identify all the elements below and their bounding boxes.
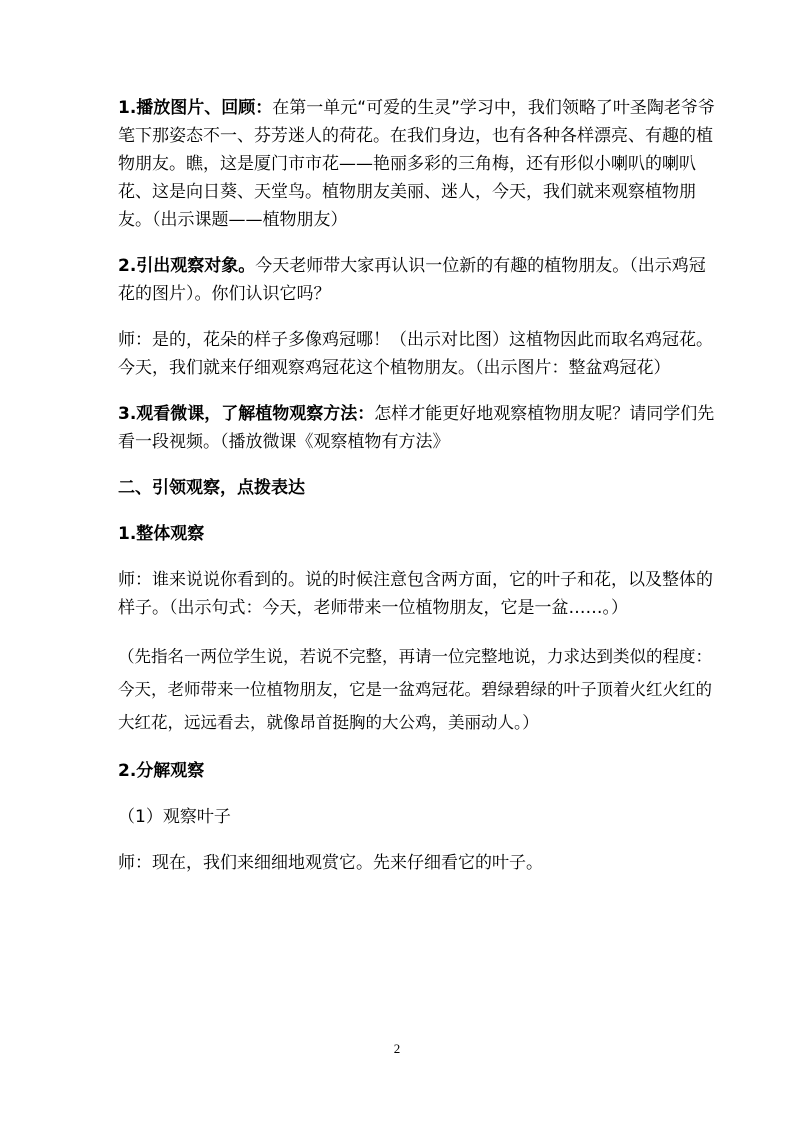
- paragraph-micro-lesson-label: 3.观看微课，了解植物观察方法：: [118, 404, 375, 424]
- paragraph-introduce-object-label: 2.引出观察对象。: [118, 256, 256, 276]
- section-heading-guide-text: 二、引领观察，点拨表达: [118, 478, 305, 498]
- paragraph-review-label: 1.播放图片、回顾：: [118, 98, 273, 118]
- subheading-overall-text: 1.整体观察: [118, 524, 205, 544]
- paragraph-teacher-leaves: 师：现在，我们来细细地观赏它。先来仔细看它的叶子。: [118, 853, 543, 873]
- paragraph-introduce-object: [118, 252, 718, 308]
- paragraph-note: （先指名一两位学生说，若说不完整，再请一位完整地说，力求达到类似的程度：今天，老师带来一位植物朋友，它是一盆鸡冠花。碧绿碧绿的叶子顶着火红火红的大红花，远远看去，就像昂首挺胸的大公鸡，美丽动人。）: [118, 647, 712, 732]
- subheading-decompose: [118, 757, 718, 785]
- paragraph-teacher-cockscomb: 师：是的，花朵的样子多像鸡冠哪！（出示对比图）这植物因此而取名鸡冠花。今天，我们就来仔细观察鸡冠花这个植物朋友。（出示图片：整盆鸡冠花）: [118, 330, 713, 378]
- page-number: 2: [393, 1041, 401, 1056]
- paragraph-introduce-object-text: 今天老师带大家再认识一位新的有趣的植物朋友。（出示鸡冠花的图片）。你们认识它吗？: [118, 256, 706, 304]
- paragraph-micro-lesson-text: 怎样才能更好地观察植物朋友呢？请同学们先看一段视频。（播放微课《观察植物有方法》: [118, 404, 715, 452]
- section-heading-guide: [118, 474, 718, 502]
- paragraph-review: [118, 94, 718, 234]
- subheading-leaves: （1）观察叶子: [118, 807, 231, 827]
- paragraph-review-text: 在第一单元“可爱的生灵”学习中，我们领略了叶圣陶老爷爷笔下那姿态不一、芬芳迷人的荷花。在我们身边，也有各种各样漂亮、有趣的植物朋友。瞧，这是厦门市市花——艳丽多彩的三角梅，还有形似小喇叭的喇叭花、这是向日葵、天堂鸟。植物朋友美丽、迷人，今天，我们就来观察植物朋友。（出示课题——植物朋友）: [118, 98, 715, 230]
- subheading-overall: [118, 520, 718, 548]
- paragraph-micro-lesson: [118, 400, 718, 456]
- subheading-decompose-text: 2.分解观察: [118, 761, 205, 781]
- paragraph-teacher-ask: 师：谁来说说你看到的。说的时候注意包含两方面，它的叶子和花，以及整体的样子。（出示句式：今天，老师带来一位植物朋友，它是一盆……。）: [118, 570, 713, 618]
- document-body: [118, 94, 718, 895]
